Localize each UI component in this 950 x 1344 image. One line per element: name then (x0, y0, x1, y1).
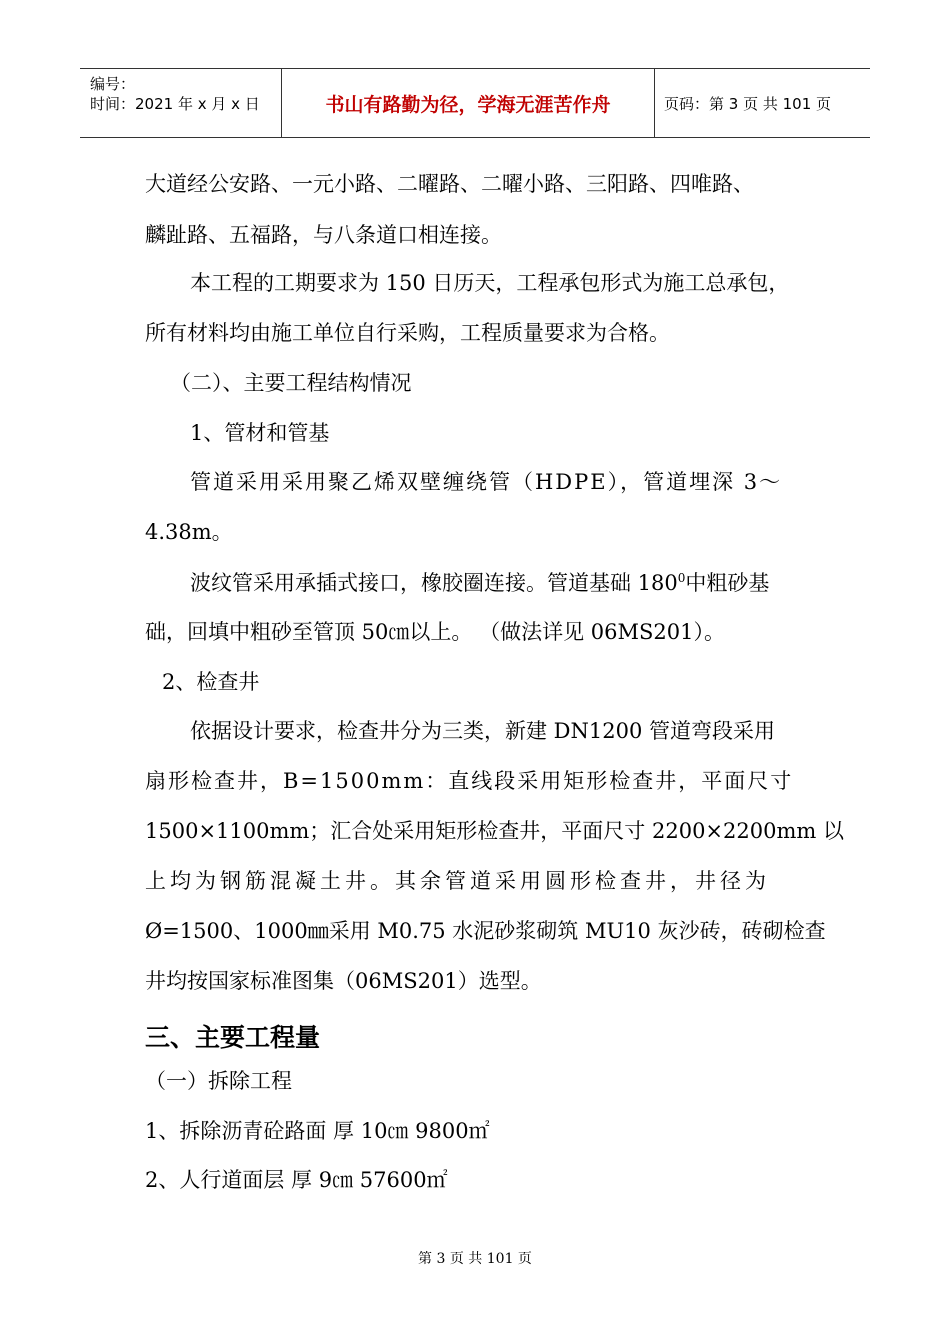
paragraph-line: Ø=1500、1000㎜采用 M0.75 水泥砂浆砌筑 MU10 灰沙砖，砖砌检查 (145, 919, 826, 943)
paragraph-line: 扇形检查井，B=1500mm：直线段采用矩形检查井，平面尺寸 (145, 769, 794, 793)
subheading-manhole: 2、检查井 (162, 670, 260, 694)
paragraph-line: 管道采用采用聚乙烯双壁缠绕管（HDPE），管道埋深 3～ (190, 470, 783, 494)
paragraph-line: 所有材料均由施工单位自行采购，工程质量要求为合格。 (145, 321, 670, 345)
paragraph-line: 依据设计要求，检查井分为三类，新建 DN1200 管道弯段采用 (190, 719, 776, 743)
header-page-info: 页码：第 3 页 共 101 页 (664, 94, 832, 113)
page-header (80, 68, 870, 138)
subheading-pipe: 1、管材和管基 (190, 421, 330, 445)
paragraph-line: 大道经公安路、一元小路、二曜路、二曜小路、三阳路、四唯路、 (145, 172, 754, 196)
paragraph-line: 本工程的工期要求为 150 日历天，工程承包形式为施工总承包， (190, 271, 790, 295)
paragraph-line: 麟趾路、五福路，与八条道口相连接。 (145, 223, 502, 247)
paragraph-text: 中粗砂基 (685, 571, 770, 595)
paragraph-line: 4.38m。 (145, 520, 233, 544)
superscript-degree: 0 (677, 571, 686, 585)
document-number-label: 编号： (90, 75, 136, 93)
header-meta-cell (80, 69, 280, 137)
paragraph-line: 础，回填中粗砂至管顶 50㎝以上。 （做法详见 06MS201）。 (145, 620, 725, 644)
paragraph-text: 波纹管采用承插式接口，橡胶圈连接。管道基础 180 (190, 571, 678, 595)
header-motto: 书山有路勤为径，学海无涯苦作舟 (325, 93, 611, 116)
subheading-structure: （二）、主要工程结构情况 (170, 371, 412, 395)
quantity-item: 2、人行道面层 厚 9㎝ 57600㎡ (145, 1168, 448, 1192)
quantity-item: 1、拆除沥青砼路面 厚 10㎝ 9800㎡ (145, 1119, 490, 1143)
header-motto-cell (281, 69, 655, 137)
paragraph-line: 1500×1100mm；汇合处采用矩形检查井，平面尺寸 2200×2200mm 以 (145, 819, 844, 843)
page-footer: 第 3 页 共 101 页 (418, 1251, 532, 1267)
paragraph-line: 井均按国家标准图集（06MS201）选型。 (145, 969, 542, 993)
document-date-label: 时间：2021 年 x 月 x 日 (90, 95, 260, 113)
header-page-cell (654, 69, 880, 137)
subheading-demolition: （一）拆除工程 (145, 1069, 292, 1093)
paragraph-line: 上均为钢筋混凝土井。其余管道采用圆形检查井，井径为 (145, 869, 770, 893)
paragraph-line (190, 572, 769, 594)
section-heading: 三、主要工程量 (145, 1023, 321, 1052)
